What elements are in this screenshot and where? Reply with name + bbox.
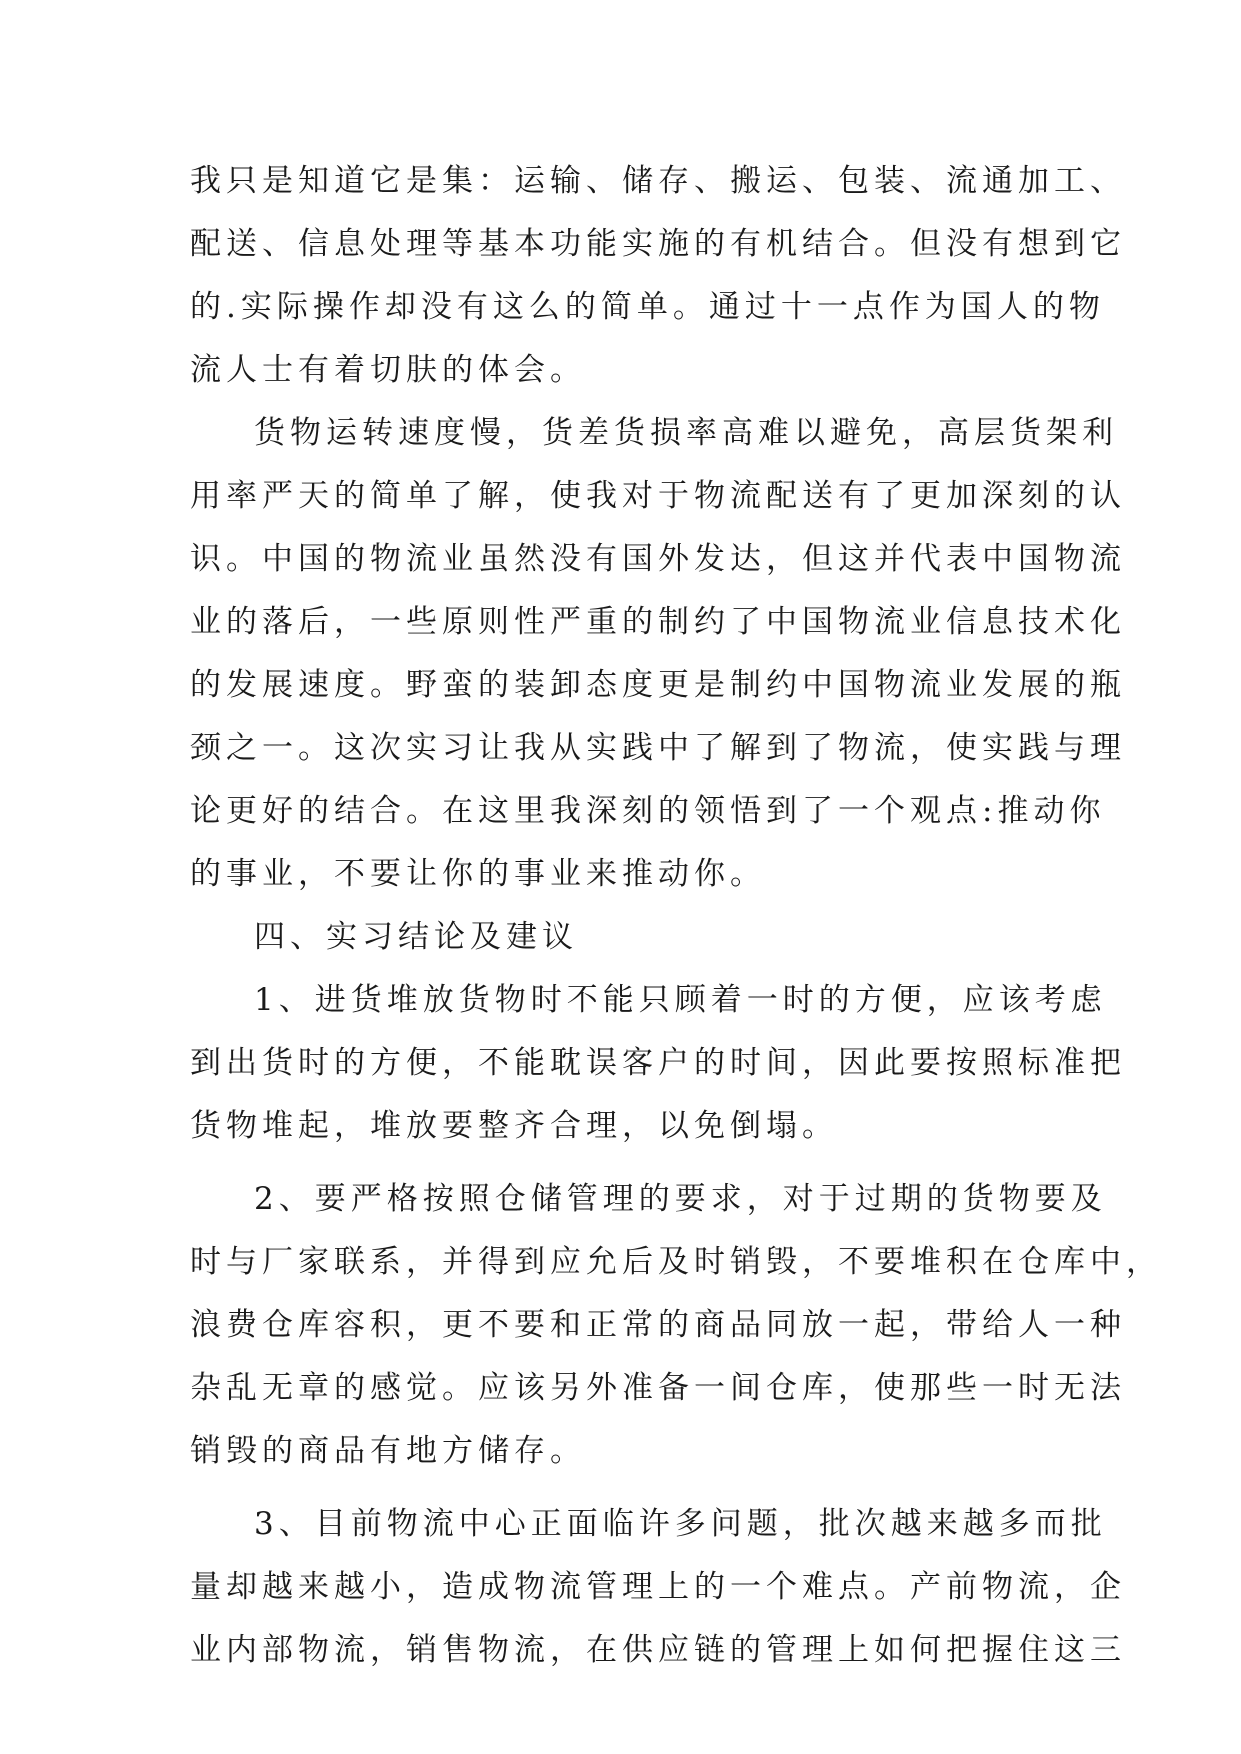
text-line: 的发展速度。野蛮的装卸态度更是制约中国物流业发展的瓶 bbox=[190, 667, 1126, 703]
paragraph-suggestion-1 bbox=[190, 969, 1126, 1158]
text-line: 业的落后，一些原则性严重的制约了中国物流业信息技术化 bbox=[190, 604, 1126, 640]
text-line: 货物堆起，堆放要整齐合理，以免倒塌。 bbox=[190, 1108, 838, 1144]
text-line: 配送、信息处理等基本功能实施的有机结合。但没有想到它 bbox=[190, 226, 1126, 262]
text-line: 的事业，不要让你的事业来推动你。 bbox=[190, 856, 766, 892]
section-heading: 四、实习结论及建议 bbox=[254, 919, 578, 955]
paragraph-suggestion-3 bbox=[190, 1493, 1126, 1682]
paragraph-logistics-reflection bbox=[190, 402, 1126, 906]
paragraph-gap bbox=[190, 1158, 1070, 1168]
text-line: 用率严天的简单了解，使我对于物流配送有了更加深刻的认 bbox=[190, 478, 1126, 514]
text-line: 我只是知道它是集：运输、储存、搬运、包装、流通加工、 bbox=[190, 163, 1126, 199]
text-line: 量却越来越小，造成物流管理上的一个难点。产前物流，企 bbox=[190, 1569, 1126, 1605]
text-line: 流人士有着切肤的体会。 bbox=[190, 352, 586, 388]
text-line: 时与厂家联系，并得到应允后及时销毁，不要堆积在仓库中， bbox=[190, 1244, 1162, 1280]
text-line: 销毁的商品有地方储存。 bbox=[190, 1433, 586, 1469]
paragraph-gap bbox=[190, 1483, 1070, 1493]
document-body bbox=[190, 150, 1162, 1682]
text-line: 1、进货堆放货物时不能只顾着一时的方便，应该考虑 bbox=[254, 982, 1107, 1018]
text-line: 杂乱无章的感觉。应该另外准备一间仓库，使那些一时无法 bbox=[190, 1370, 1126, 1406]
text-line: 3、目前物流中心正面临许多问题，批次越来越多而批 bbox=[254, 1506, 1107, 1542]
text-line: 浪费仓库容积，更不要和正常的商品同放一起，带给人一种 bbox=[190, 1307, 1126, 1343]
paragraph-intro-continued bbox=[190, 150, 1126, 402]
text-line: 货物运转速度慢，货差货损率高难以避免，高层货架利 bbox=[254, 415, 1118, 451]
text-line: 识。中国的物流业虽然没有国外发达，但这并代表中国物流 bbox=[190, 541, 1126, 577]
text-line: 业内部物流，销售物流，在供应链的管理上如何把握住这三 bbox=[190, 1632, 1126, 1668]
text-line: 的.实际操作却没有这么的简单。通过十一点作为国人的物 bbox=[190, 289, 1105, 325]
text-line: 2、要严格按照仓储管理的要求，对于过期的货物要及 bbox=[254, 1181, 1107, 1217]
text-line: 颈之一。这次实习让我从实践中了解到了物流，使实践与理 bbox=[190, 730, 1126, 766]
section-heading-conclusion bbox=[190, 906, 1070, 969]
text-line: 论更好的结合。在这里我深刻的领悟到了一个观点:推动你 bbox=[190, 793, 1106, 829]
text-line: 到出货时的方便，不能耽误客户的时间，因此要按照标准把 bbox=[190, 1045, 1126, 1081]
paragraph-suggestion-2 bbox=[190, 1168, 1162, 1483]
